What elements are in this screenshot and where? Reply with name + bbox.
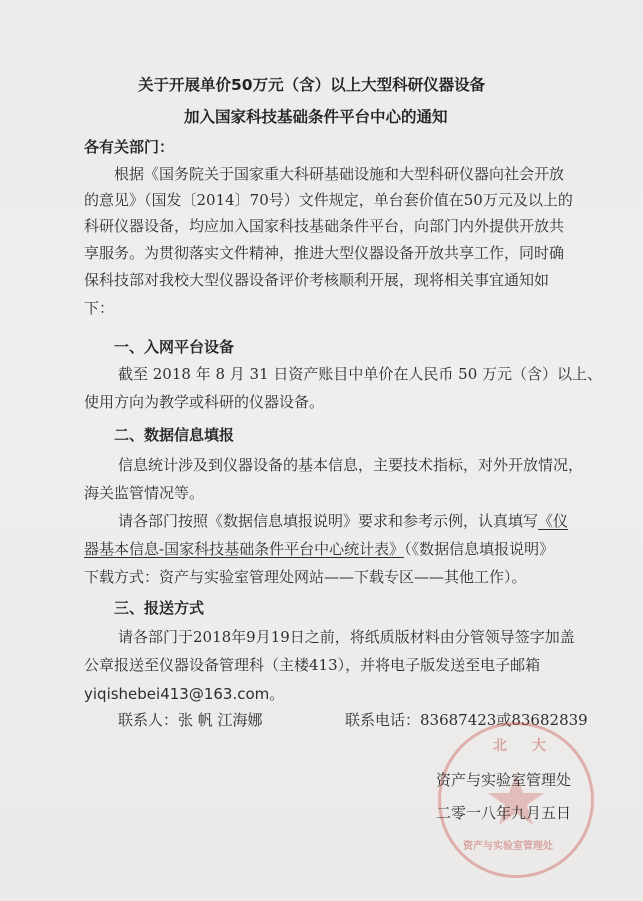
section-2-para-2-line-1 — [118, 511, 568, 531]
signature-office: 资产与实验室管理处 — [436, 771, 572, 789]
official-seal — [438, 722, 594, 878]
title-line-1: 关于开展单价50万元（含）以上大型科研仪器设备 — [138, 76, 486, 94]
intro-line-6: 下： — [84, 299, 115, 317]
contact-phone: 联系电话：83687423或83682839 — [345, 711, 588, 729]
intro-line-4: 享服务。为贯彻落实文件精神，推进大型仪器设备开放共享工作，同时确 — [84, 244, 565, 262]
form-link-start[interactable]: 《仪 — [538, 512, 569, 530]
section-1-line-2: 使用方向为教学或科研的仪器设备。 — [84, 393, 325, 411]
intro-line-2: 的意见》（国发〔2014〕70号）文件规定，单台套价值在50万元及以上的 — [84, 191, 573, 209]
section-2-para-2-text-b: （《数据信息填报说明》 — [404, 540, 555, 558]
salutation: 各有关部门： — [84, 138, 175, 156]
section-3-line-1: 请各部门于2018年9月19日之前，将纸质版材料由分管领导签字加盖 — [118, 628, 575, 646]
email-address[interactable]: yiqishebei413@163.com。 — [84, 685, 285, 703]
section-2-para-1-line-2: 海关监管情况等。 — [84, 484, 205, 502]
section-1-heading: 一、入网平台设备 — [114, 338, 235, 356]
contact-person: 联系人：张 帆 江海娜 — [118, 711, 263, 729]
section-2-para-2-line-3: 下载方式：资产与实验室管理处网站——下载专区——其他工作）。 — [84, 568, 527, 586]
title-line-2: 加入国家科技基础条件平台中心的通知 — [184, 108, 448, 126]
section-2-para-2-line-2 — [84, 539, 554, 559]
section-2-para-1-line-1: 信息统计涉及到仪器设备的基本信息，主要技术指标，对外开放情况， — [118, 456, 584, 474]
section-1-line-1: 截至 2018 年 8 月 31 日资产账目中单价在人民币 50 万元（含）以上、 — [118, 365, 603, 383]
signature-date: 二零一八年九月五日 — [436, 804, 572, 822]
section-2-heading: 二、数据信息填报 — [114, 426, 235, 444]
intro-line-5: 保科技部对我校大型仪器设备评价考核顺利开展，现将相关事宜通知如 — [84, 271, 550, 289]
seal-top-text: 北 大 — [493, 738, 556, 754]
intro-line-3: 科研仪器设备，均应加入国家科技基础条件平台，向部门内外提供开放共 — [84, 217, 565, 235]
form-link-end[interactable]: 器基本信息-国家科技基础条件平台中心统计表》 — [84, 540, 405, 558]
seal-bottom-text: 资产与实验室管理处 — [463, 841, 553, 852]
section-3-heading: 三、报送方式 — [114, 599, 205, 617]
section-2-para-2-text-a: 请各部门按照《数据信息填报说明》要求和参考示例，认真填写 — [118, 512, 539, 530]
intro-line-1: 根据《国务院关于国家重大科研基础设施和大型科研仪器向社会开放 — [114, 165, 565, 183]
section-3-line-2: 公章报送至仪器设备管理科（主楼413），并将电子版发送至电子邮箱 — [84, 656, 541, 674]
